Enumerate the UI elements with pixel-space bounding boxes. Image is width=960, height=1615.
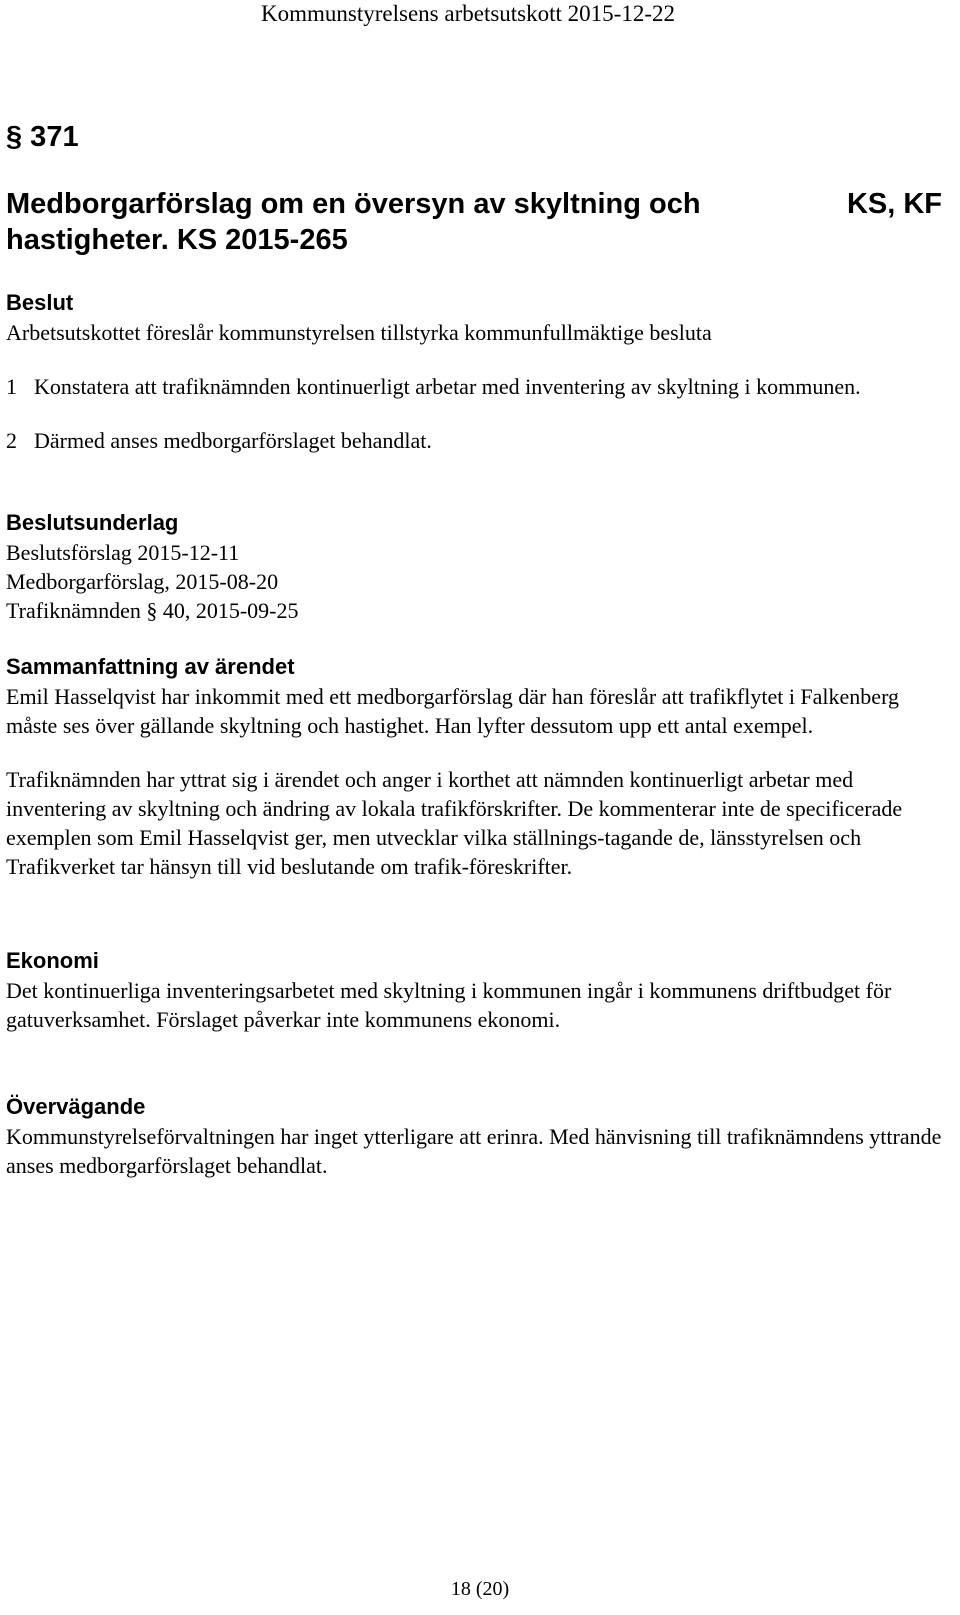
underlag-line: Medborgarförslag, 2015-08-20 <box>6 569 279 594</box>
heading-sammanfattning: Sammanfattning av ärendet <box>6 654 295 679</box>
decision-item-number: 1 <box>6 374 17 399</box>
beslut-intro: Arbetsutskottet föreslår kommunstyrelsen tillstyrka kommunfullmäktige besluta <box>6 320 712 345</box>
section-overvagande <box>6 1092 952 1180</box>
page-number: 18 (20) <box>450 1578 510 1600</box>
running-header: Kommunstyrelsens arbetsutskott 2015-12-22 <box>261 1 675 26</box>
ekonomi-text: Det kontinuerliga inventeringsarbetet med skyltning i kommunen ingår i kommunens driftbudget för gatuverksamhet. Förslaget påverkar inte kommunens ekonomi. <box>6 978 892 1032</box>
section-beslutsunderlag <box>6 508 952 625</box>
section-sammanfattning <box>6 652 952 881</box>
decision-item-2 <box>6 426 952 455</box>
paragraph-number: § 371 <box>6 121 79 153</box>
section-beslut <box>6 288 952 455</box>
underlag-line: Trafiknämnden § 40, 2015-09-25 <box>6 598 299 623</box>
heading-beslut: Beslut <box>6 290 74 315</box>
decision-item-text: Konstatera att trafiknämnden kontinuerligt arbetar med inventering av skyltning i kommunen. <box>34 374 861 399</box>
title-row <box>6 186 952 260</box>
decision-item-text: Därmed anses medborgarförslaget behandlat. <box>34 428 432 453</box>
decision-item-1 <box>6 372 952 401</box>
section-ekonomi <box>6 946 952 1034</box>
sammanfattning-paragraph: Emil Hasselqvist har inkommit med ett medborgarförslag där han föreslår att trafikflytet i Falkenberg måste ses över gällande skyltning och hastighet. Han lyfter dessutom upp ett antal exempel. <box>6 684 899 738</box>
underlag-line: Beslutsförslag 2015-12-11 <box>6 540 240 565</box>
heading-beslutsunderlag: Beslutsunderlag <box>6 510 179 535</box>
paragraph-title: Medborgarförslag om en översyn av skyltning och hastigheter. KS 2015-265 <box>6 188 701 256</box>
heading-overvagande: Övervägande <box>6 1094 146 1119</box>
decision-item-number: 2 <box>6 428 17 453</box>
overvagande-text: Kommunstyrelseförvaltningen har inget ytterligare att erinra. Med hänvisning till trafiknämndens yttrande anses medborgarförslaget behandlat. <box>6 1124 942 1178</box>
recipients: KS, KF <box>846 188 942 220</box>
sammanfattning-paragraph: Trafiknämnden har yttrat sig i ärendet och anger i korthet att nämnden kontinuerligt arbetar med inventering av skyltning och ändring av lokala trafikförskrifter. De kommenterar inte de specificerade exemplen som Emil Hasselqvist ger, men utvecklar vilka ställnings-tagande de, länsstyrelsen och Trafikverket tar hänsyn till vid beslutande om trafik-föreskrifter. <box>6 767 903 879</box>
heading-ekonomi: Ekonomi <box>6 948 99 973</box>
